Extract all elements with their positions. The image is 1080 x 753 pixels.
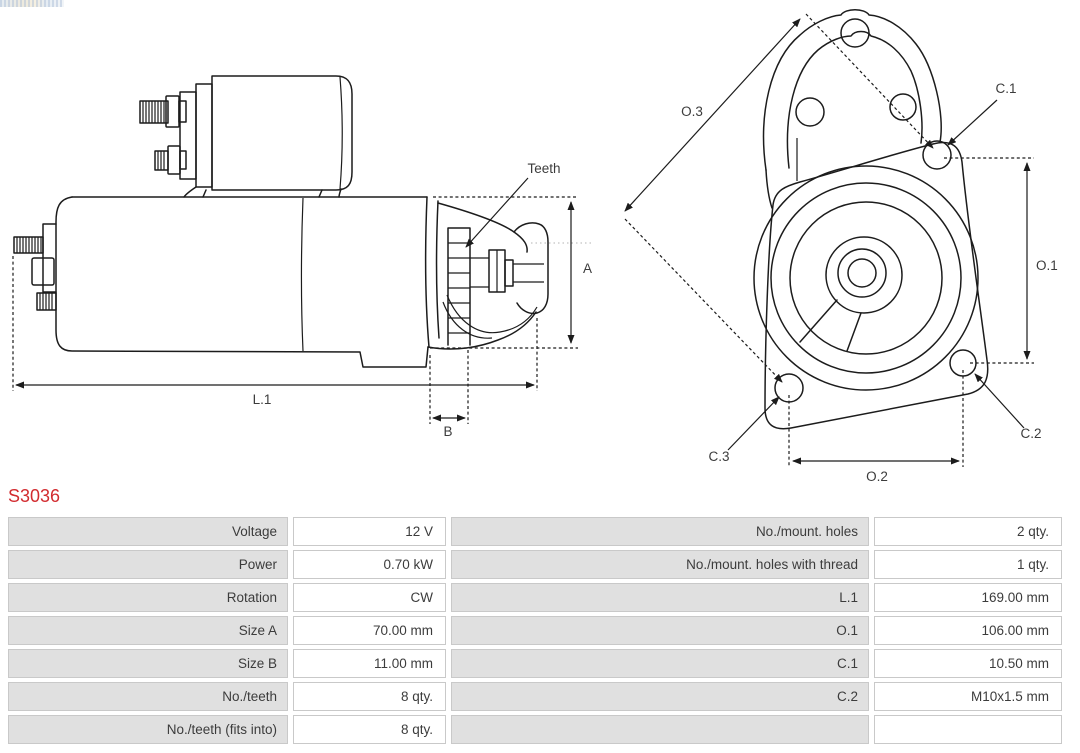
spec-value-cell: 8 qty. — [293, 715, 446, 744]
spec-label-cell: Voltage — [8, 517, 288, 546]
l1-label: L.1 — [252, 392, 272, 407]
o1-label: O.1 — [1036, 258, 1058, 273]
spec-label-cell: Size A — [8, 616, 288, 645]
part-number-heading: S3036 — [8, 486, 61, 506]
dimension-o3 — [625, 14, 933, 382]
solenoid — [140, 76, 352, 197]
c2-label: C.2 — [1020, 426, 1042, 441]
spec-label-cell: Power — [8, 550, 288, 579]
spec-label-cell: O.1 — [451, 616, 869, 645]
dimension-l1 — [13, 256, 537, 407]
dimension-c2 — [963, 370, 1042, 467]
thread-hatch — [158, 151, 164, 170]
spec-label-cell: No./mount. holes with thread — [451, 550, 869, 579]
spec-value-cell: 10.50 mm — [874, 649, 1062, 678]
spec-value-cell: 12 V — [293, 517, 446, 546]
o2-label: O.2 — [866, 469, 888, 484]
thread-hatch — [17, 237, 41, 253]
motor-face — [754, 166, 978, 390]
spec-label-cell: No./mount. holes — [451, 517, 869, 546]
drive-end-housing — [426, 197, 594, 349]
spec-value-cell: 11.00 mm — [293, 649, 446, 678]
motor-body — [14, 197, 428, 367]
dimension-o2 — [793, 461, 959, 484]
spec-label-cell: No./teeth (fits into) — [8, 715, 288, 744]
o3-label: O.3 — [681, 104, 703, 119]
spec-value-cell: 106.00 mm — [874, 616, 1062, 645]
spec-label-cell: No./teeth — [8, 682, 288, 711]
spec-value-cell: 8 qty. — [293, 682, 446, 711]
mounting-bracket — [764, 10, 942, 208]
dimension-teeth — [466, 161, 561, 247]
starter-motor-side-view — [13, 76, 594, 439]
spec-value-cell: 70.00 mm — [293, 616, 446, 645]
spec-label-cell — [451, 715, 869, 744]
spec-table — [8, 517, 1062, 744]
spec-label-cell: C.2 — [451, 682, 869, 711]
spec-label-cell: Rotation — [8, 583, 288, 612]
c1-label: C.1 — [995, 81, 1017, 96]
spec-value-cell: 169.00 mm — [874, 583, 1062, 612]
spec-label-cell: Size B — [8, 649, 288, 678]
dimension-b — [430, 350, 468, 439]
b-label: B — [443, 424, 453, 439]
hole-c1 — [923, 141, 951, 169]
spec-label-cell: C.1 — [451, 649, 869, 678]
spec-value-cell: M10x1.5 mm — [874, 682, 1062, 711]
c3-label: C.3 — [708, 449, 730, 464]
starter-motor-front-view — [625, 10, 1058, 484]
thread-hatch — [143, 101, 164, 123]
dimension-c1 — [944, 81, 1034, 158]
spec-label-cell: L.1 — [451, 583, 869, 612]
spec-value-cell: 2 qty. — [874, 517, 1062, 546]
spec-value-cell: 0.70 kW — [293, 550, 446, 579]
a-label: A — [583, 261, 593, 276]
spec-value-cell: CW — [293, 583, 446, 612]
corner-artifact — [0, 0, 64, 7]
teeth-label: Teeth — [527, 161, 561, 176]
spec-value-cell — [874, 715, 1062, 744]
thread-hatch — [40, 293, 52, 310]
dimension-c3 — [708, 395, 789, 467]
spec-value-cell: 1 qty. — [874, 550, 1062, 579]
